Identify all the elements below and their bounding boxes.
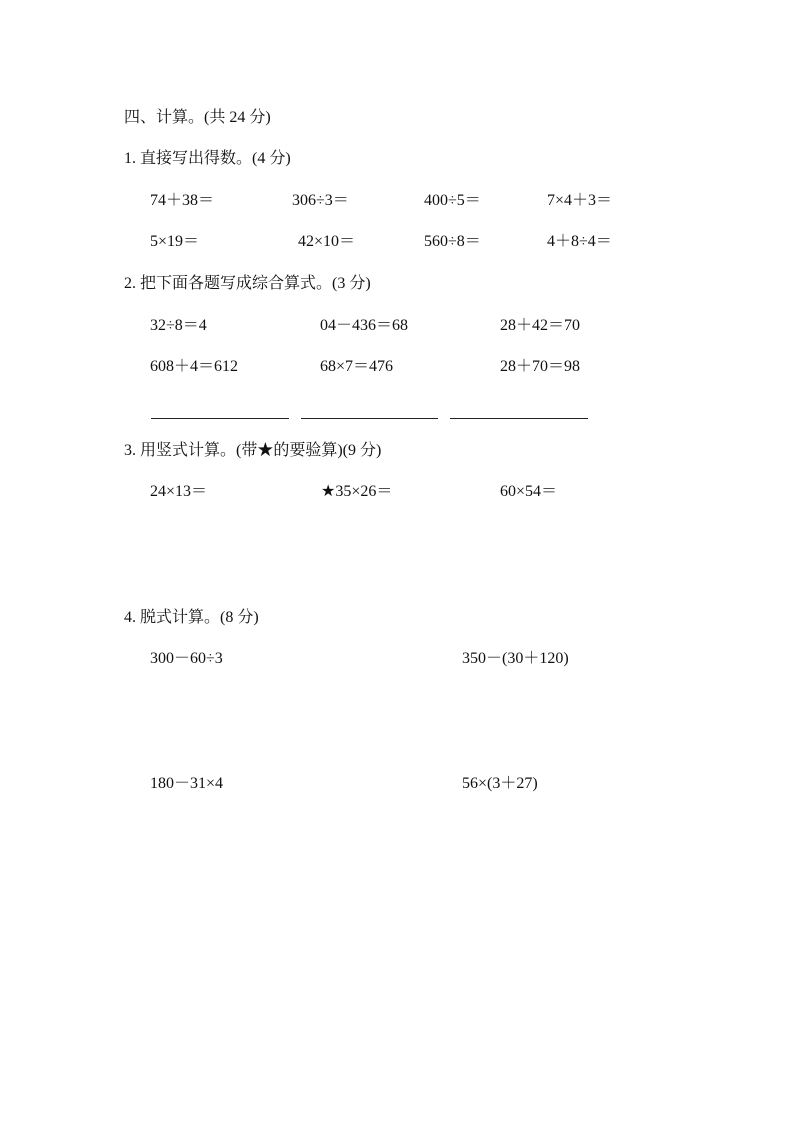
q1-problem: 74＋38＝	[150, 192, 215, 209]
q2-equation: 04－436＝68	[320, 317, 409, 334]
answer-blank-line	[151, 418, 289, 419]
q4-expression: 300－60÷3	[150, 650, 223, 667]
q1-problem: 4＋8÷4＝	[547, 233, 612, 250]
q1-problem: 560÷8＝	[424, 233, 481, 250]
answer-blank-line	[450, 418, 588, 419]
answer-blank-line	[301, 418, 438, 419]
question-1-heading: 1. 直接写出得数。(4 分)	[124, 150, 291, 167]
q2-equation: 608＋4＝612	[150, 358, 239, 375]
q1-problem: 5×19＝	[150, 233, 200, 250]
q2-equation: 68×7＝476	[320, 358, 394, 375]
q4-expression: 56×(3＋27)	[462, 775, 538, 792]
q1-problem: 400÷5＝	[424, 192, 481, 209]
q2-equation: 28＋70＝98	[500, 358, 581, 375]
section-title: 四、计算。(共 24 分)	[124, 109, 271, 126]
q1-problem: 306÷3＝	[292, 192, 349, 209]
question-4-heading: 4. 脱式计算。(8 分)	[124, 609, 259, 626]
question-3-heading: 3. 用竖式计算。(带★的要验算)(9 分)	[124, 442, 382, 459]
q2-equation: 28＋42＝70	[500, 317, 581, 334]
q4-expression: 180－31×4	[150, 775, 224, 792]
q2-equation: 32÷8＝4	[150, 317, 207, 334]
q3-problem: 24×13＝	[150, 483, 208, 500]
q1-problem: 42×10＝	[298, 233, 356, 250]
q3-problem-starred: ★35×26＝	[321, 483, 393, 500]
q1-problem: 7×4＋3＝	[547, 192, 613, 209]
q4-expression: 350－(30＋120)	[462, 650, 569, 667]
q3-problem: 60×54＝	[500, 483, 558, 500]
question-2-heading: 2. 把下面各题写成综合算式。(3 分)	[124, 275, 371, 292]
